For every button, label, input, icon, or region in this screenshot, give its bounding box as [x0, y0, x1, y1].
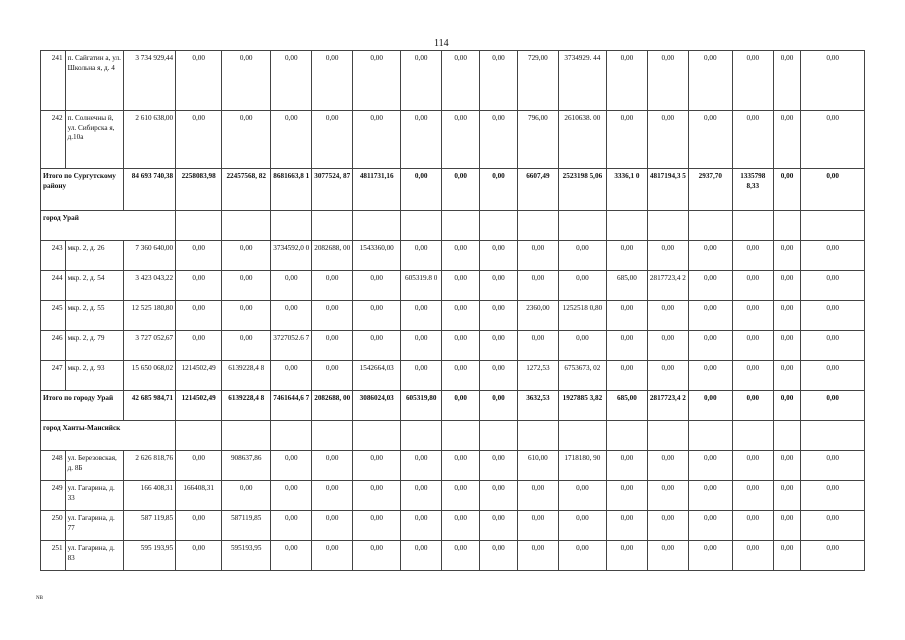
section-title: город Ханты-Мансийск	[41, 421, 176, 451]
table-row	[41, 511, 865, 541]
total-value-cell: 4811731,16	[353, 169, 401, 211]
table-row	[41, 481, 865, 511]
address-cell: мкр. 2, д. 54	[65, 271, 123, 301]
value-cell: 0,00	[271, 541, 312, 571]
empty-cell	[606, 211, 647, 241]
value-cell: 0,00	[517, 241, 558, 271]
value-cell: 1272,53	[517, 361, 558, 391]
value-cell: 0,00	[606, 541, 647, 571]
value-cell: 0,00	[773, 541, 801, 571]
footer-mark: NB	[36, 596, 43, 601]
page-number: 114	[434, 38, 449, 49]
value-cell: 0,00	[312, 111, 353, 169]
total-value-cell: 2258083,98	[176, 169, 222, 211]
empty-cell	[312, 211, 353, 241]
row-number-cell: 249	[41, 481, 66, 511]
value-cell: 0,00	[558, 271, 606, 301]
value-cell: 0,00	[801, 511, 865, 541]
empty-cell	[773, 211, 801, 241]
empty-cell	[353, 211, 401, 241]
empty-cell	[353, 421, 401, 451]
empty-cell	[517, 421, 558, 451]
table-row	[41, 451, 865, 481]
table-row	[41, 271, 865, 301]
total-value-cell: 84 693 740,38	[123, 169, 175, 211]
empty-cell	[801, 211, 865, 241]
empty-cell	[271, 211, 312, 241]
table-row	[41, 111, 865, 169]
total-value-cell: 1214502,49	[176, 391, 222, 421]
value-cell: 3734929. 44	[558, 51, 606, 111]
total-value-cell: 0,00	[688, 391, 732, 421]
row-number-cell: 242	[41, 111, 66, 169]
value-cell: 0,00	[222, 51, 271, 111]
total-value-cell: 0,00	[732, 391, 773, 421]
total-value-cell: 3077524, 87	[312, 169, 353, 211]
value-cell: 0,00	[688, 51, 732, 111]
value-cell: 595 193,95	[123, 541, 175, 571]
total-value-cell: 0,00	[442, 391, 480, 421]
table-row	[41, 331, 865, 361]
value-cell: 0,00	[732, 241, 773, 271]
value-cell: 0,00	[401, 241, 442, 271]
value-cell: 1542664,03	[353, 361, 401, 391]
address-cell: мкр. 2, д. 26	[65, 241, 123, 271]
value-cell: 0,00	[688, 541, 732, 571]
row-number-cell: 244	[41, 271, 66, 301]
value-cell: 0,00	[442, 451, 480, 481]
value-cell: 0,00	[222, 481, 271, 511]
value-cell: 0,00	[176, 111, 222, 169]
value-cell: 729,00	[517, 51, 558, 111]
value-cell: 0,00	[647, 451, 688, 481]
value-cell: 0,00	[312, 361, 353, 391]
value-cell: 0,00	[353, 51, 401, 111]
address-cell: ул. Гагарина, д. 83	[65, 541, 123, 571]
value-cell: 0,00	[312, 541, 353, 571]
value-cell: 166 408,31	[123, 481, 175, 511]
section-title: город Урай	[41, 211, 176, 241]
row-number-cell: 247	[41, 361, 66, 391]
address-cell: мкр. 2, д. 79	[65, 331, 123, 361]
value-cell: 0,00	[312, 331, 353, 361]
value-cell: 0,00	[401, 511, 442, 541]
value-cell: 0,00	[517, 271, 558, 301]
value-cell: 6139228,4 8	[222, 361, 271, 391]
value-cell: 0,00	[517, 541, 558, 571]
value-cell: 0,00	[480, 241, 518, 271]
value-cell: 0,00	[401, 541, 442, 571]
value-cell: 0,00	[801, 271, 865, 301]
value-cell: 796,00	[517, 111, 558, 169]
value-cell: 0,00	[732, 481, 773, 511]
value-cell: 0,00	[688, 511, 732, 541]
empty-cell	[480, 421, 518, 451]
value-cell: 0,00	[801, 51, 865, 111]
total-row	[41, 391, 865, 421]
value-cell: 0,00	[480, 51, 518, 111]
value-cell: 0,00	[773, 331, 801, 361]
value-cell: 0,00	[442, 241, 480, 271]
value-cell: 0,00	[647, 241, 688, 271]
value-cell: 0,00	[176, 331, 222, 361]
empty-cell	[442, 211, 480, 241]
value-cell: 0,00	[606, 481, 647, 511]
value-cell: 0,00	[480, 451, 518, 481]
empty-cell	[647, 421, 688, 451]
value-cell: 0,00	[732, 541, 773, 571]
value-cell: 0,00	[401, 361, 442, 391]
value-cell: 0,00	[271, 111, 312, 169]
empty-cell	[271, 421, 312, 451]
value-cell: 0,00	[801, 541, 865, 571]
total-row	[41, 169, 865, 211]
table-row	[41, 51, 865, 111]
empty-cell	[401, 421, 442, 451]
value-cell: 0,00	[176, 451, 222, 481]
empty-cell	[732, 421, 773, 451]
value-cell: 0,00	[647, 301, 688, 331]
value-cell: 0,00	[606, 51, 647, 111]
value-cell: 0,00	[732, 51, 773, 111]
value-cell: 0,00	[222, 331, 271, 361]
value-cell: 0,00	[773, 511, 801, 541]
value-cell: 0,00	[647, 541, 688, 571]
value-cell: 0,00	[606, 111, 647, 169]
total-value-cell: 2817723,4 2	[647, 391, 688, 421]
value-cell: 0,00	[647, 511, 688, 541]
row-number-cell: 245	[41, 301, 66, 331]
total-value-cell: 3336,1 0	[606, 169, 647, 211]
table-row	[41, 541, 865, 571]
value-cell: 0,00	[401, 451, 442, 481]
total-value-cell: 2523198 5,06	[558, 169, 606, 211]
value-cell: 0,00	[606, 331, 647, 361]
value-cell: 0,00	[558, 541, 606, 571]
value-cell: 0,00	[732, 361, 773, 391]
value-cell: 3734592,0 0	[271, 241, 312, 271]
empty-cell	[773, 421, 801, 451]
address-cell: ул. Березовская, д. 8Б	[65, 451, 123, 481]
value-cell: 0,00	[480, 361, 518, 391]
value-cell: 0,00	[401, 481, 442, 511]
value-cell: 0,00	[688, 301, 732, 331]
value-cell: 0,00	[773, 241, 801, 271]
total-value-cell: 0,00	[801, 391, 865, 421]
value-cell: 1543360,00	[353, 241, 401, 271]
value-cell: 0,00	[606, 301, 647, 331]
empty-cell	[176, 211, 222, 241]
value-cell: 685,00	[606, 271, 647, 301]
value-cell: 0,00	[271, 271, 312, 301]
value-cell: 0,00	[606, 451, 647, 481]
total-value-cell: 605319,80	[401, 391, 442, 421]
value-cell: 2082688, 00	[312, 241, 353, 271]
address-cell: мкр. 2, д. 55	[65, 301, 123, 331]
total-value-cell: 0,00	[773, 391, 801, 421]
value-cell: 2610638. 00	[558, 111, 606, 169]
total-label: Итого по Сургутскому району	[41, 169, 124, 211]
budget-table	[40, 50, 865, 571]
value-cell: 3 727 052,67	[123, 331, 175, 361]
total-value-cell: 8681663,8 1	[271, 169, 312, 211]
value-cell: 0,00	[558, 481, 606, 511]
total-value-cell: 2937,70	[688, 169, 732, 211]
value-cell: 3 423 043,22	[123, 271, 175, 301]
value-cell: 0,00	[442, 51, 480, 111]
value-cell: 0,00	[558, 511, 606, 541]
value-cell: 0,00	[688, 111, 732, 169]
empty-cell	[312, 421, 353, 451]
value-cell: 0,00	[801, 451, 865, 481]
row-number-cell: 246	[41, 331, 66, 361]
empty-cell	[442, 421, 480, 451]
value-cell: 12 525 180,80	[123, 301, 175, 331]
row-number-cell: 250	[41, 511, 66, 541]
empty-cell	[401, 211, 442, 241]
value-cell: 0,00	[176, 51, 222, 111]
value-cell: 0,00	[312, 271, 353, 301]
value-cell: 0,00	[732, 451, 773, 481]
value-cell: 0,00	[271, 51, 312, 111]
value-cell: 0,00	[688, 451, 732, 481]
value-cell: 0,00	[176, 241, 222, 271]
value-cell: 0,00	[517, 481, 558, 511]
value-cell: 0,00	[222, 111, 271, 169]
value-cell: 0,00	[353, 111, 401, 169]
total-value-cell: 2082688, 00	[312, 391, 353, 421]
empty-cell	[647, 211, 688, 241]
value-cell: 0,00	[606, 361, 647, 391]
value-cell: 0,00	[558, 241, 606, 271]
empty-cell	[732, 211, 773, 241]
value-cell: 0,00	[801, 241, 865, 271]
address-cell: мкр. 2, д. 93	[65, 361, 123, 391]
value-cell: 0,00	[480, 541, 518, 571]
value-cell: 0,00	[442, 481, 480, 511]
value-cell: 0,00	[647, 51, 688, 111]
value-cell: 0,00	[480, 301, 518, 331]
value-cell: 0,00	[401, 301, 442, 331]
value-cell: 605319.8 0	[401, 271, 442, 301]
row-number-cell: 241	[41, 51, 66, 111]
value-cell: 0,00	[732, 111, 773, 169]
value-cell: 0,00	[773, 451, 801, 481]
value-cell: 0,00	[732, 271, 773, 301]
empty-cell	[517, 211, 558, 241]
value-cell: 0,00	[442, 331, 480, 361]
value-cell: 0,00	[773, 51, 801, 111]
value-cell: 0,00	[353, 451, 401, 481]
total-value-cell: 1927885 3,82	[558, 391, 606, 421]
row-number-cell: 251	[41, 541, 66, 571]
value-cell: 0,00	[801, 111, 865, 169]
total-value-cell: 3632,53	[517, 391, 558, 421]
value-cell: 0,00	[480, 511, 518, 541]
total-value-cell: 0,00	[801, 169, 865, 211]
value-cell: 0,00	[401, 111, 442, 169]
value-cell: 0,00	[353, 301, 401, 331]
value-cell: 0,00	[773, 111, 801, 169]
value-cell: 0,00	[271, 451, 312, 481]
value-cell: 0,00	[353, 511, 401, 541]
value-cell: 0,00	[517, 511, 558, 541]
value-cell: 0,00	[271, 361, 312, 391]
value-cell: 0,00	[442, 361, 480, 391]
value-cell: 0,00	[442, 541, 480, 571]
value-cell: 0,00	[688, 331, 732, 361]
value-cell: 15 650 068,02	[123, 361, 175, 391]
total-value-cell: 0,00	[442, 169, 480, 211]
empty-cell	[688, 211, 732, 241]
total-value-cell: 685,00	[606, 391, 647, 421]
table-row	[41, 301, 865, 331]
value-cell: 0,00	[176, 301, 222, 331]
total-value-cell: 42 685 984,71	[123, 391, 175, 421]
value-cell: 0,00	[773, 361, 801, 391]
value-cell: 0,00	[442, 511, 480, 541]
value-cell: 0,00	[801, 301, 865, 331]
value-cell: 0,00	[732, 511, 773, 541]
total-value-cell: 0,00	[401, 169, 442, 211]
value-cell: 0,00	[176, 541, 222, 571]
value-cell: 0,00	[312, 511, 353, 541]
value-cell: 0,00	[176, 511, 222, 541]
total-value-cell: 22457568, 82	[222, 169, 271, 211]
value-cell: 0,00	[480, 271, 518, 301]
value-cell: 0,00	[688, 481, 732, 511]
value-cell: 1252518 0,80	[558, 301, 606, 331]
value-cell: 0,00	[353, 541, 401, 571]
value-cell: 0,00	[442, 301, 480, 331]
value-cell: 6753673, 02	[558, 361, 606, 391]
value-cell: 0,00	[222, 241, 271, 271]
value-cell: 1214502,49	[176, 361, 222, 391]
empty-cell	[222, 211, 271, 241]
value-cell: 610,00	[517, 451, 558, 481]
value-cell: 0,00	[480, 111, 518, 169]
total-value-cell: 6607,49	[517, 169, 558, 211]
value-cell: 0,00	[801, 331, 865, 361]
value-cell: 0,00	[312, 451, 353, 481]
value-cell: 0,00	[773, 301, 801, 331]
total-value-cell: 0,00	[480, 391, 518, 421]
value-cell: 0,00	[271, 301, 312, 331]
value-cell: 3727052.6 7	[271, 331, 312, 361]
value-cell: 166408,31	[176, 481, 222, 511]
total-value-cell: 4817194,3 5	[647, 169, 688, 211]
value-cell: 0,00	[688, 241, 732, 271]
value-cell: 3 734 929,44	[123, 51, 175, 111]
row-number-cell: 243	[41, 241, 66, 271]
total-value-cell: 0,00	[773, 169, 801, 211]
value-cell: 0,00	[480, 481, 518, 511]
total-value-cell: 0,00	[480, 169, 518, 211]
address-cell: п. Солнечны й, ул. Сибирска я, д.10а	[65, 111, 123, 169]
value-cell: 0,00	[647, 111, 688, 169]
empty-cell	[558, 211, 606, 241]
value-cell: 0,00	[176, 271, 222, 301]
value-cell: 2 626 818,76	[123, 451, 175, 481]
value-cell: 0,00	[801, 481, 865, 511]
empty-cell	[176, 421, 222, 451]
value-cell: 0,00	[558, 331, 606, 361]
total-value-cell: 3086024,03	[353, 391, 401, 421]
value-cell: 2360,00	[517, 301, 558, 331]
value-cell: 0,00	[401, 331, 442, 361]
empty-cell	[606, 421, 647, 451]
value-cell: 587 119,85	[123, 511, 175, 541]
value-cell: 0,00	[271, 511, 312, 541]
value-cell: 0,00	[271, 481, 312, 511]
value-cell: 0,00	[353, 481, 401, 511]
value-cell: 908637,86	[222, 451, 271, 481]
empty-cell	[480, 211, 518, 241]
value-cell: 0,00	[401, 51, 442, 111]
total-value-cell: 1335798 8,33	[732, 169, 773, 211]
value-cell: 0,00	[222, 301, 271, 331]
value-cell: 0,00	[480, 331, 518, 361]
value-cell: 587119,85	[222, 511, 271, 541]
section-header-row	[41, 211, 865, 241]
section-header-row	[41, 421, 865, 451]
address-cell: ул. Гагарина, д. 77	[65, 511, 123, 541]
value-cell: 0,00	[688, 361, 732, 391]
value-cell: 0,00	[688, 271, 732, 301]
value-cell: 0,00	[647, 331, 688, 361]
table-row	[41, 361, 865, 391]
address-cell: ул. Гагарина, д. 33	[65, 481, 123, 511]
value-cell: 2817723,4 2	[647, 271, 688, 301]
value-cell: 0,00	[222, 271, 271, 301]
value-cell: 0,00	[312, 301, 353, 331]
total-label: Итого по городу Урай	[41, 391, 124, 421]
value-cell: 0,00	[732, 331, 773, 361]
value-cell: 1718180, 90	[558, 451, 606, 481]
value-cell: 0,00	[312, 481, 353, 511]
value-cell: 2 610 638,00	[123, 111, 175, 169]
value-cell: 0,00	[517, 331, 558, 361]
empty-cell	[558, 421, 606, 451]
value-cell: 7 360 640,00	[123, 241, 175, 271]
value-cell: 0,00	[773, 481, 801, 511]
value-cell: 0,00	[312, 51, 353, 111]
table-row	[41, 241, 865, 271]
value-cell: 0,00	[732, 301, 773, 331]
value-cell: 0,00	[442, 271, 480, 301]
value-cell: 0,00	[353, 271, 401, 301]
total-value-cell: 7461644,6 7	[271, 391, 312, 421]
address-cell: п. Сайгатин а, ул. Школьна я, д. 4	[65, 51, 123, 111]
value-cell: 0,00	[773, 271, 801, 301]
value-cell: 0,00	[442, 111, 480, 169]
value-cell: 0,00	[801, 361, 865, 391]
value-cell: 0,00	[647, 481, 688, 511]
value-cell: 595193,95	[222, 541, 271, 571]
row-number-cell: 248	[41, 451, 66, 481]
empty-cell	[688, 421, 732, 451]
total-value-cell: 6139228,4 8	[222, 391, 271, 421]
value-cell: 0,00	[606, 511, 647, 541]
value-cell: 0,00	[647, 361, 688, 391]
empty-cell	[801, 421, 865, 451]
value-cell: 0,00	[606, 241, 647, 271]
empty-cell	[222, 421, 271, 451]
value-cell: 0,00	[353, 331, 401, 361]
